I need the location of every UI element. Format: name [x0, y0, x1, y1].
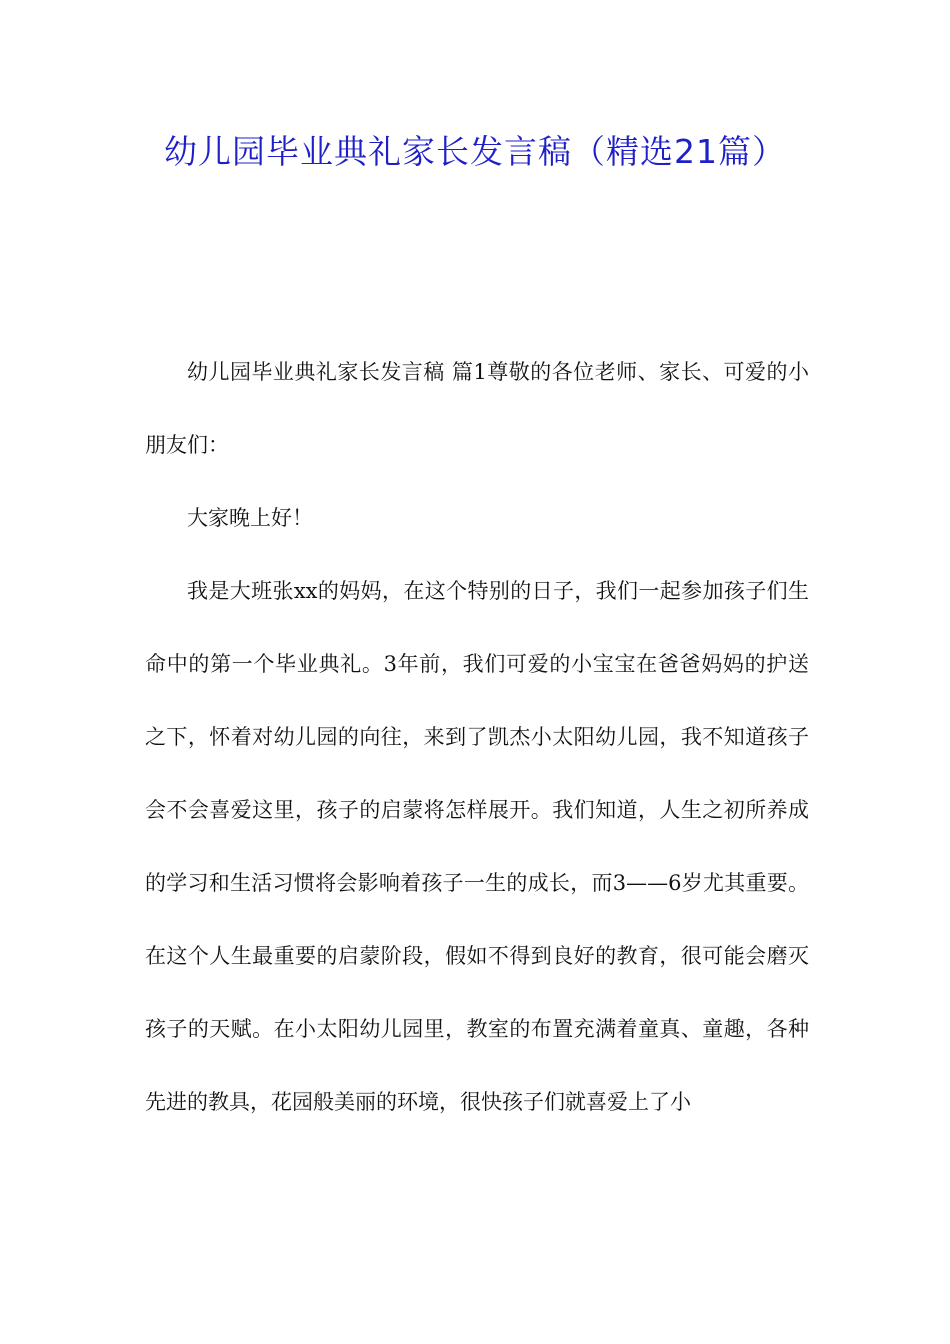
document-title: 幼儿园毕业典礼家长发言稿（精选21篇）: [164, 132, 786, 171]
document-body: [145, 336, 809, 1139]
paragraph-greeting: 幼儿园毕业典礼家长发言稿 篇1尊敬的各位老师、家长、可爱的小朋友们：: [145, 360, 809, 457]
paragraph-salutation: 大家晚上好！: [187, 506, 313, 530]
paragraph-main: 我是大班张xx的妈妈，在这个特别的日子，我们一起参加孩子们生命中的第一个毕业典礼。3年前，我们可爱的小宝宝在爸爸妈妈的护送之下，怀着对幼儿园的向往，来到了凯杰小太阳幼儿园，我不知道孩子会不会喜爱这里，孩子的启蒙将怎样展开。我们知道，人生之初所养成的学习和生活习惯将会影响着孩子一生的成长，而3——6岁尤其重要。在这个人生最重要的启蒙阶段，假如不得到良好的教育，很可能会磨灭孩子的天赋。在小太阳幼儿园里，教室的布置充满着童真、童趣，各种先进的教具，花园般美丽的环境，很快孩子们就喜爱上了小: [145, 579, 809, 1114]
